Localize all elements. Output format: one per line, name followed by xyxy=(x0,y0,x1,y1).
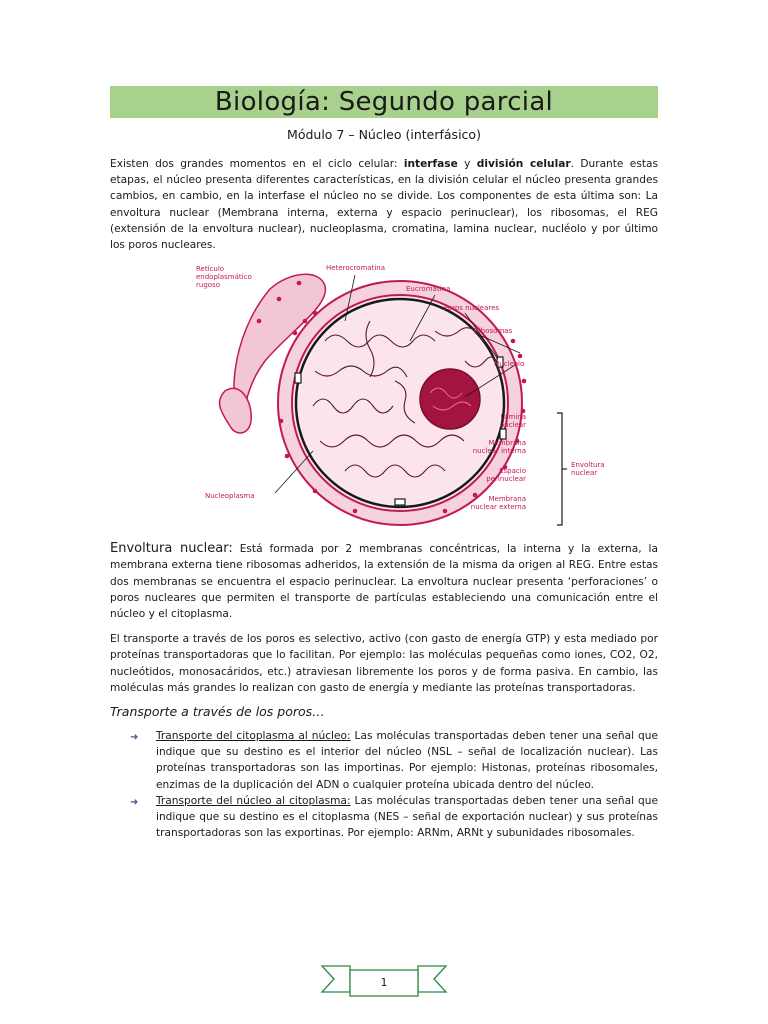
page-number-footer xyxy=(320,962,448,998)
intro-bold-division: división celular xyxy=(476,158,571,170)
label-lamina: Lámina nuclear xyxy=(499,413,526,430)
label-espacio: Espacio perinuclear xyxy=(486,467,526,484)
bullet-text: Las moléculas transportadas deben tener una señal que indique que su destino es el citoplasma (NES – señal de exportación nuclear) y sus proteínas transportadoras son las exportinas. Por ejemplo: ARNm, ARNt y subunidades ribosomales. xyxy=(156,794,658,840)
label-nucleoplasma: Nucleoplasma xyxy=(205,492,255,501)
transporte-paragraph: El transporte a través de los poros es selectivo, activo (con gasto de energía GTP) y esta mediado por proteínas transportadoras que lo facilitan. Por ejemplo: las moléculas pequeñas como iones, CO2, O2, nucleótidos, monosacáridos, etc.) atraviesan libremente los poros y de forma pasiva. En cambio, las moléculas más grandes lo realizan con gasto de energía y mediante las proteínas transportadoras. xyxy=(110,633,658,694)
label-heterocromatina: Heterocromatina xyxy=(326,264,386,273)
bullet-list xyxy=(110,728,658,841)
bullet-arrow-icon: ➜ xyxy=(130,796,139,808)
nucleus-diagram xyxy=(110,261,658,531)
page-number: 1 xyxy=(380,976,388,989)
document-page xyxy=(110,86,658,841)
nucleus-illustration xyxy=(195,261,575,531)
bullet-lead: Transporte del citoplasma al núcleo: xyxy=(156,730,351,743)
envoltura-paragraph xyxy=(110,541,658,622)
label-nucleolo: Nucleolo xyxy=(494,360,525,369)
envoltura-heading: Envoltura nuclear: xyxy=(110,541,233,557)
label-membrana-externa: Membrana nuclear externa xyxy=(470,495,526,512)
label-ribosomas: Ribosomas xyxy=(474,327,513,336)
envoltura-text: Está formada por 2 membranas concéntricas, la interna y la externa, la membrana externa tiene ribosomas adheridos, la extensión de la misma da origen al REG. Entre estas dos membranas se encuentra el espacio perinuclear. La envoltura nuclear presenta ‘perforaciones’ o poros nucleares que permiten el transporte de partículas estableciendo una comunicación entre el núcleo y el citoplasma. xyxy=(110,543,658,621)
intro-text-3: . Durante estas etapas, el núcleo presenta diferentes características, en la división celular el núcleo presenta grandes cambios, en cambio, en la interfase el núcleo no se divide. Los componentes de esta última son: La envoltura nuclear (Membrana interna, externa y espacio perinuclear), los ribosomas, el REG (extensión de la envoltura nuclear), nucleoplasma, cromatina, lamina nuclear, nucléolo y por último los poros nucleares. xyxy=(110,158,659,252)
document-title: Biología: Segundo parcial xyxy=(110,86,658,118)
label-envoltura: Envoltura nuclear xyxy=(571,461,605,478)
list-item xyxy=(110,793,658,842)
label-poros: Poros nucleares xyxy=(444,304,500,313)
bullet-lead: Transporte del núcleo al citoplasma: xyxy=(156,794,351,807)
module-subtitle: Módulo 7 – Núcleo (interfásico) xyxy=(287,127,481,142)
bullet-arrow-icon: ➜ xyxy=(130,732,139,744)
list-item xyxy=(110,728,658,793)
intro-text-2: y xyxy=(457,158,477,170)
transporte-heading: Transporte a través de los poros… xyxy=(110,704,325,720)
intro-text-1: Existen dos grandes momentos en el ciclo celular: xyxy=(110,158,404,170)
intro-bold-interfase: interfase xyxy=(403,158,458,170)
label-eucromatina: Eucromatina xyxy=(406,285,451,294)
label-membrana-interna: Membrana nuclear interna xyxy=(472,439,526,456)
bullet-text: Las moléculas transportadas deben tener una señal que indique que su destino es el interior del núcleo (NSL – señal de localización nuclear). Las proteínas transportadoras son las importinas. Por ejemplo: Histonas, proteínas ribosomales, enzimas de la duplicación del ADN o cualquier proteína ubicada dentro del núcleo. xyxy=(156,730,658,791)
label-reticulo: Retículo endoplasmático rugoso xyxy=(196,265,252,290)
intro-paragraph xyxy=(110,156,658,253)
